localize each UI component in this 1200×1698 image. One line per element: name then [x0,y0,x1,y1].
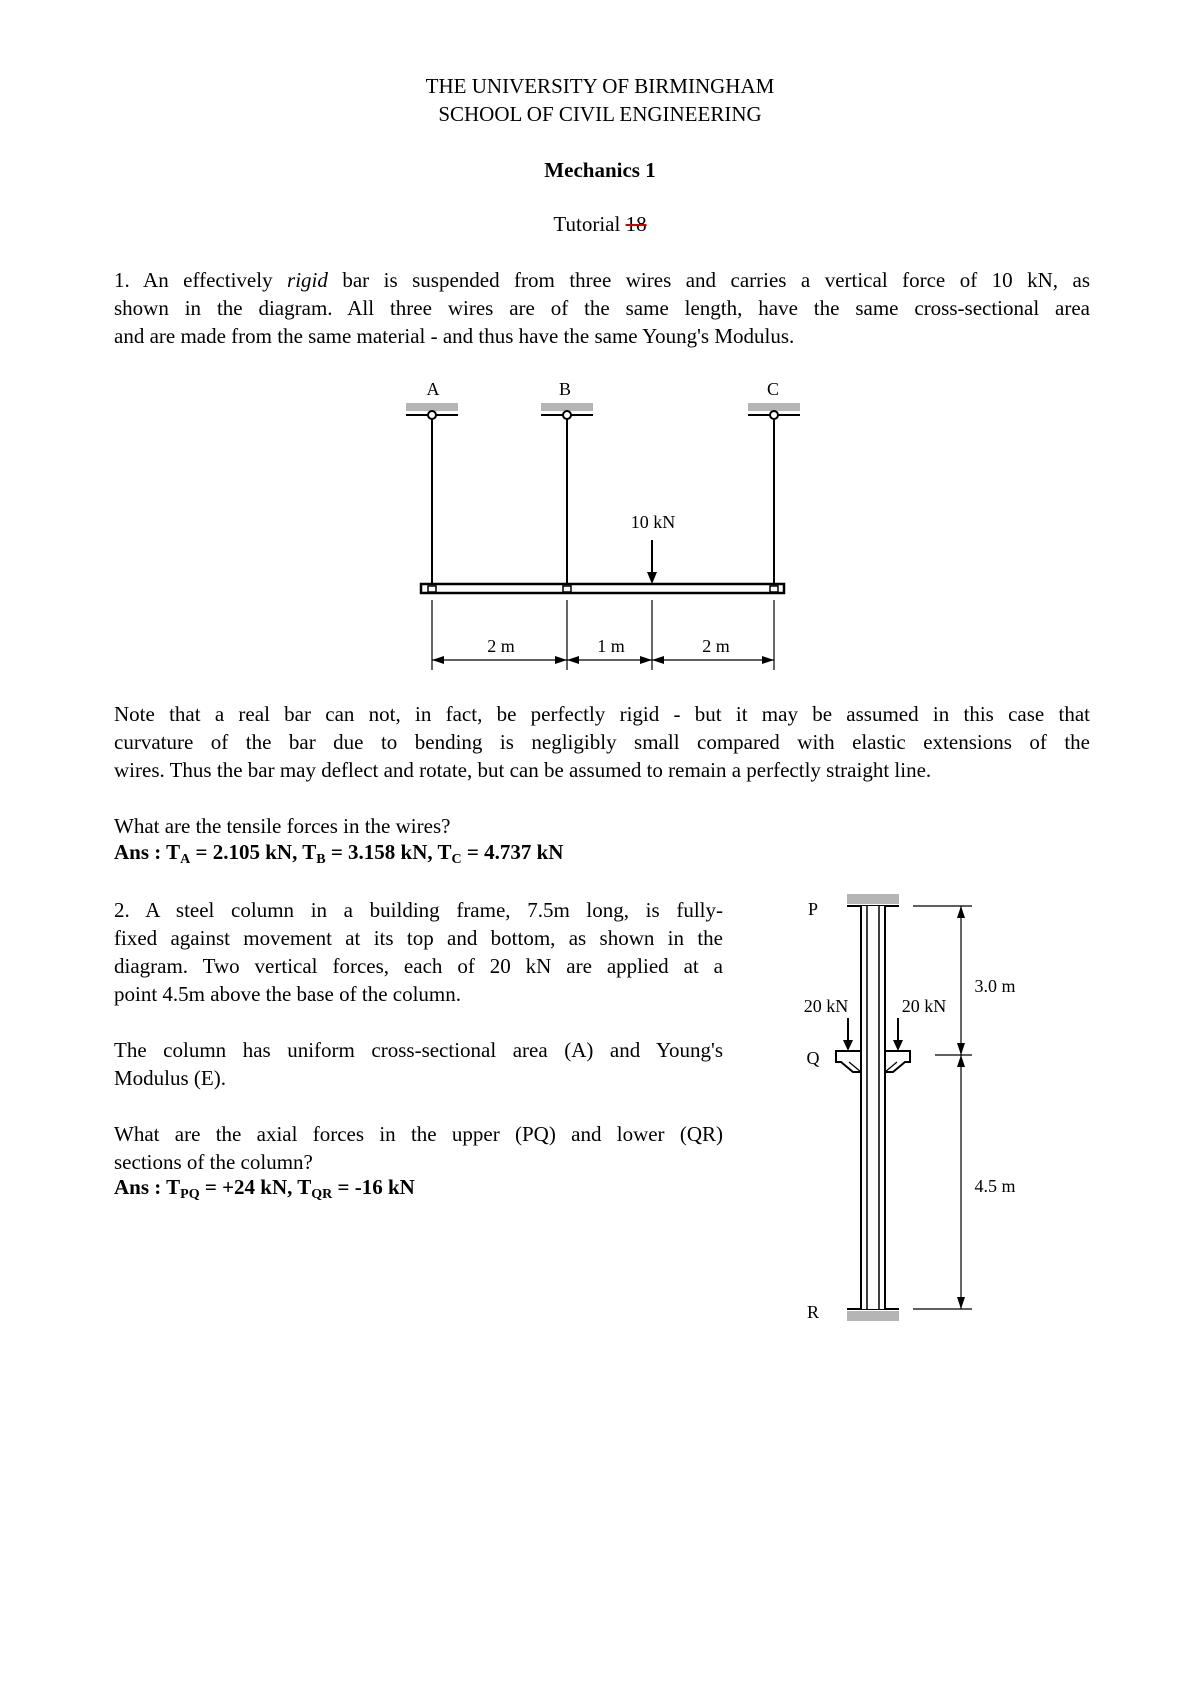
q2-line-1: 2. A steel column in a building frame, 7.5m long, is fully- [114,898,723,922]
tutorial-label: Tutorial [553,212,621,236]
bottom-support [847,1311,899,1321]
q1-line-1: 1. An effectively rigid bar is suspended from three wires and carries a vertical force of 10 kN, as [114,268,1091,292]
wire-label-a: A [426,379,440,399]
support-b [541,403,593,411]
dimension-label-upper: 3.0 m [974,976,1016,996]
top-support [847,894,899,904]
point-label-p: P [807,899,819,919]
dimension-label-1: 2 m [487,636,515,656]
q2-answer: Ans : $T_{PQ} = +24$ kN, $T_{QR} = -16$ kN [114,1175,415,1202]
q1-question: What are the tensile forces in the wires? [114,814,451,838]
wire-label-c: C [766,379,780,399]
school-name: SCHOOL OF CIVIL ENGINEERING [438,102,762,126]
support-a [406,403,458,411]
q2-line-4: point 4.5m above the base of the column. [114,982,462,1006]
q1-line-2: shown in the diagram. All three wires are of the same length, have the same cross-sectional area [114,296,1090,320]
q2-line-2: fixed against movement at its top and bottom, as shown in the [114,926,723,950]
q1-answer: Ans : $T_A = 2.105$ kN, $T_B = 3.158$ kN, $T_C = 4.737$ kN [114,840,564,867]
q1-line-3: and are made from the same material - and thus have the same Young's Modulus. [114,324,795,348]
wire-label-b: B [558,379,572,399]
q1-bar-diagram [400,370,820,680]
load-label-left: 20 kN [803,996,849,1016]
rigid-bar [421,584,784,593]
load-label: 10 kN [630,512,676,532]
course-title: Mechanics 1 [544,158,656,182]
q2-question: What are the axial forces in the upper (PQ) and lower (QR) sections of the column? [114,1122,723,1174]
q2-line-3: diagram. Two vertical forces, each of 20 kN are applied at a [114,954,723,978]
dimension-label-lower: 4.5 m [974,1176,1016,1196]
point-label-r: R [806,1302,820,1322]
q1-note [114,700,1090,784]
dimension-label-2: 1 m [597,636,625,656]
q1-note-line-2: curvature of the bar due to bending is negligibly small compared with elastic extensions of the [114,730,1090,754]
support-c [748,403,800,411]
tutorial-number: 18 [625,212,647,236]
q1-intro [114,266,1090,350]
load-label-right: 20 kN [901,996,947,1016]
q2-properties: The column has uniform cross-sectional area (A) and Young's Modulus (E). [114,1038,723,1090]
q1-note-line-1: Note that a real bar can not, in fact, be perfectly rigid - but it may be assumed in this case that [114,702,1090,726]
q2-intro [114,896,723,1008]
q2-column-diagram [780,880,1040,1330]
q1-note-line-3: wires. Thus the bar may deflect and rotate, but can be assumed to remain a perfectly straight line. [114,758,932,782]
university-name: THE UNIVERSITY OF BIRMINGHAM [425,74,775,98]
tutorial-heading [0,212,1200,237]
dimension-label-3: 2 m [702,636,730,656]
point-label-q: Q [806,1048,820,1068]
